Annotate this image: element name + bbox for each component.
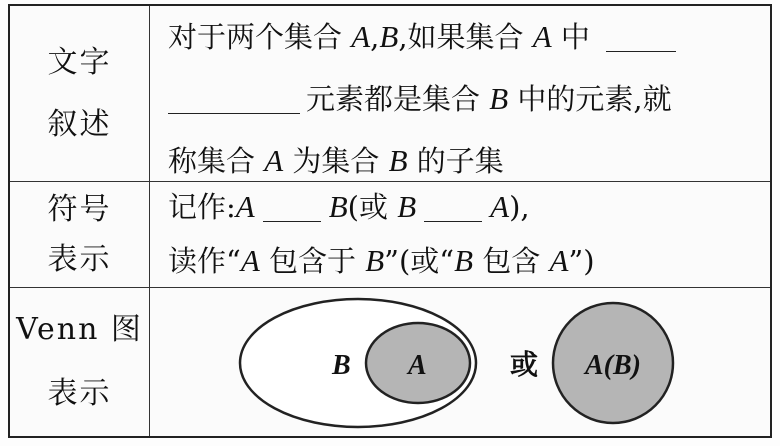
text: 包含 [473, 244, 550, 278]
set-a: A [549, 243, 569, 278]
row-label-text-description [10, 6, 150, 181]
label-line: 表示 [47, 376, 112, 411]
set-b: B [328, 189, 348, 224]
venn-diagram [150, 288, 770, 436]
set-b: B [454, 243, 474, 278]
notation-line-1 [168, 182, 770, 234]
fill-in-blank[interactable] [606, 27, 676, 52]
text: ”(或“ [384, 244, 455, 278]
text: ”) [568, 244, 595, 278]
text: 对于两个集合 [168, 20, 352, 54]
label-line: 文字 [47, 44, 112, 80]
description-line-2 [168, 68, 770, 130]
set-a: A [532, 19, 552, 54]
set-b: B [379, 19, 399, 54]
set-b: B [388, 143, 408, 178]
text: 称集合 [168, 144, 265, 178]
subset-definition-table [8, 4, 772, 438]
text: 读作“ [168, 244, 241, 278]
text: , [370, 20, 380, 54]
label-line: 叙述 [47, 106, 112, 142]
row-venn-diagram [10, 288, 770, 436]
description-line-1 [168, 6, 770, 68]
fill-in-blank[interactable] [263, 197, 321, 222]
text: 记作: [168, 190, 236, 224]
row-content-venn-diagram [150, 288, 770, 436]
set-a: A [240, 243, 260, 278]
text: 为集合 [283, 144, 389, 178]
fill-in-blank[interactable] [168, 89, 300, 114]
row-content-symbol-notation [150, 182, 770, 287]
set-b: B [397, 189, 417, 224]
text: 元素都是集合 [306, 82, 490, 116]
label-line: Venn 图 [16, 312, 143, 347]
set-a: A [490, 189, 510, 224]
set-a: A [264, 143, 284, 178]
text: ), [509, 190, 530, 224]
set-b: B [365, 243, 385, 278]
fill-in-blank[interactable] [424, 197, 482, 222]
set-a: A [351, 19, 371, 54]
row-content-text-description [150, 6, 770, 181]
row-text-description [10, 6, 770, 182]
row-label-symbol-notation [10, 182, 150, 287]
label-line: 表示 [47, 241, 112, 277]
label-line: 符号 [47, 191, 112, 227]
text: 的子集 [407, 144, 504, 178]
text: 包含于 [259, 244, 366, 278]
text: ,如果集合 [398, 20, 533, 54]
or-connector: 或 [510, 348, 539, 381]
text: 中 [551, 20, 590, 54]
set-a: A [235, 189, 255, 224]
text: 中的元素,就 [508, 82, 672, 116]
equal-sets-label: A(B) [585, 350, 641, 381]
text: (或 [347, 190, 398, 224]
set-b: B [489, 81, 509, 116]
row-label-venn-diagram [10, 288, 150, 436]
notation-line-2 [168, 234, 770, 286]
row-symbol-notation [10, 182, 770, 288]
inner-set-label: A [408, 350, 427, 381]
outer-set-label: B [332, 350, 351, 381]
